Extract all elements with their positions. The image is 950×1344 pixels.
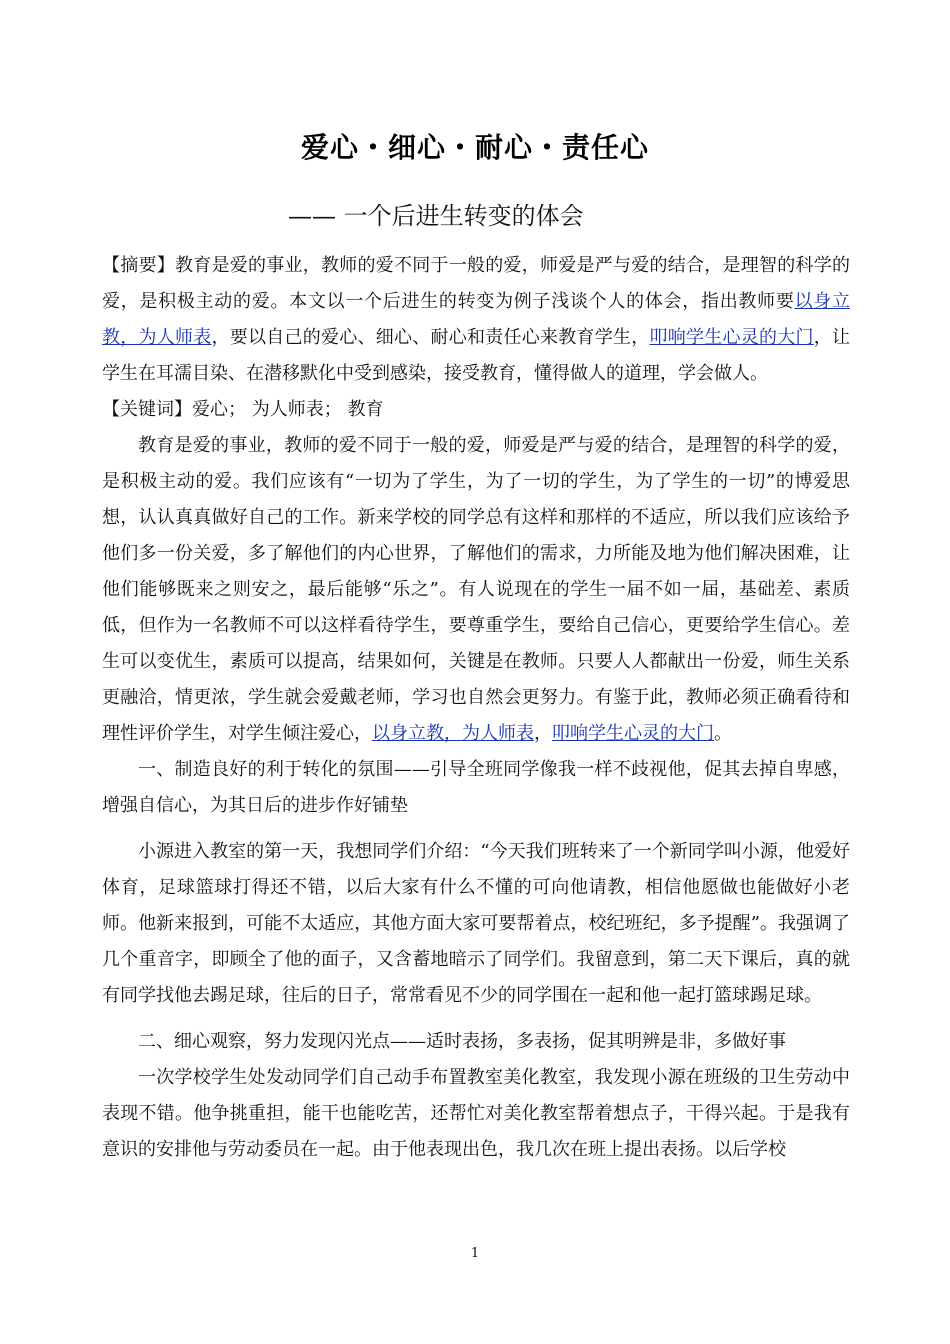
section1-heading: 一、制造良好的利于转化的氛围——引导全班同学像我一样不歧视他，促其去掉自卑感，增强自信心，为其日后的进步作好铺垫 — [102, 759, 850, 816]
body-paragraph-1 — [102, 428, 850, 752]
section2-heading: 二、细心观察，努力发现闪光点——适时表扬，多表扬，促其明辨是非，多做好事 — [138, 1031, 786, 1052]
abstract-tail: ，让学生在耳濡目染、在潜移默化中受到感染，接受教育，懂得做人的道理，学会做人。 — [102, 327, 850, 384]
paragraph1-link-lead-by-example[interactable]: 以身立教，为人师表 — [372, 723, 534, 744]
paragraph1-separator: ， — [534, 723, 552, 744]
spacer — [102, 1014, 850, 1024]
keywords-line: 【关键词】爱心； 为人师表； 教育 — [102, 399, 384, 420]
paragraph1-link-knock-hearts[interactable]: 叩响学生心灵的大门 — [552, 723, 714, 744]
page-number: 1 — [470, 1246, 480, 1261]
abstract-paragraph — [102, 248, 850, 392]
document-subtitle: —— 一个后进生转变的体会 — [288, 202, 584, 230]
paragraph1-end: 。 — [714, 723, 732, 744]
spacer — [102, 824, 850, 834]
paragraph1-text: 教育是爱的事业，教师的爱不同于一般的爱，师爱是严与爱的结合，是理智的科学的爱，是积极主动的爱。我们应该有“一切为了学生，为了一切的学生，为了学生的一切”的博爱思想，认认真真做好自己的工作。新来学校的同学总有这样和那样的不适应，所以我们应该给予他们多一份关爱，多了解他们的内心世界，了解他们的需求，力所能及地为他们解决困难，让他们能够既来之则安之，最后能够“乐之”。有人说现在的学生一届不如一届，基础差、素质低，但作为一名教师不可以这样看待学生，要尊重学生，要给自己信心，更要给学生信心。差生可以变优生，素质可以提高，结果如何，关键是在教师。只要人人都献出一份爱，师生关系更融洽，情更浓，学生就会爱戴老师，学习也自然会更努力。有鉴于此，教师必须正确看待和理性评价学生，对学生倾注爱心， — [102, 435, 850, 744]
document-title: 爱心・细心・耐心・责任心 — [300, 131, 649, 164]
abstract-lead: 【摘要】教育是爱的事业，教师的爱不同于一般的爱，师爱是严与爱的结合，是理智的科学的爱，是积极主动的爱。本文以一个后进生的转变为例子浅谈个人的体会，指出教师要 — [102, 255, 850, 312]
body-paragraph-3: 一次学校学生处发动同学们自己动手布置教室美化教室，我发现小源在班级的卫生劳动中表现不错。他争挑重担，能干也能吃苦，还帮忙对美化教室帮着想点子，干得兴起。于是我有意识的安排他与劳动委员在一起。由于他表现出色，我几次在班上提出表扬。以后学校 — [102, 1067, 850, 1160]
abstract-link-lead-by-example[interactable]: 以身立教，为人师表 — [102, 291, 850, 348]
document-body — [102, 248, 850, 1168]
abstract-mid: ，要以自己的爱心、细心、耐心和责任心来教育学生， — [211, 327, 650, 348]
abstract-link-knock-hearts[interactable]: 叩响学生心灵的大门 — [649, 327, 814, 348]
body-paragraph-2: 小源进入教室的第一天，我想同学们介绍：“今天我们班转来了一个新同学叫小源，他爱好体育，足球篮球打得还不错，以后大家有什么不懂的可向他请教，相信他愿做也能做好小老师。他新来报到，可能不太适应，其他方面大家可要帮着点，校纪班纪，多予提醒”。我强调了几个重音字，即顾全了他的面子，又含蓄地暗示了同学们。我留意到，第二天下课后，真的就有同学找他去踢足球，往后的日子，常常看见不少的同学围在一起和他一起打篮球踢足球。 — [102, 841, 850, 1006]
